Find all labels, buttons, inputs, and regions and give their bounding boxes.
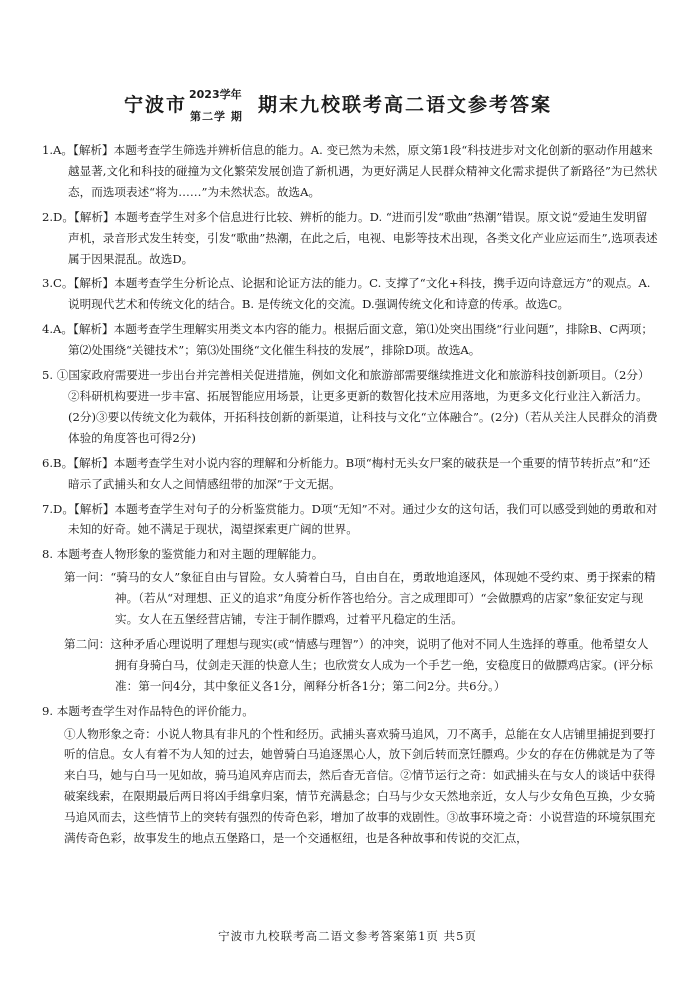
answer-list [42,140,658,849]
title-prefix: 宁波市 [124,94,188,116]
page-footer: 宁波市九校联考高二语文参考答案第1页 共5页 [218,929,477,943]
answer-4: 4.A。【解析】本题考查学生理解实用类文本内容的能力。根据后面文意，第⑴处突出围绕“行业问题”，排除B、C两项；第⑵处围绕“关键技术”；第⑶处围绕“文化催生科技的发展”，排除D项。故选A。 [42,322,653,358]
answer-2: 2.D。【解析】本题考查学生对多个信息进行比较、辨析的能力。D. “进而引发“歌曲”热潮”错误。原文说“爱迪生发明留声机，录音形式发生转变，引发“歌曲”热潮，在此之后，电视、电影等技术出现，各类文化产业应运而生”,选项表述属于因果混乱。故选D。 [42,209,658,266]
page-title [0,86,695,146]
answer-9-body: ①人物形象之奇：小说人物具有非凡的个性和经历。武捕头喜欢骑马追风，刀不离手，总能在女人店铺里捕捉到要打听的信息。女人有着不为人知的过去，她曾骑白马追逐黑心人，放下剑后转而烹饪膘鸡。少女的存在仿佛就是为了等来白马，她与白马一见如故，骑马追风弃店而去，然后杳无音信。②情节运行之奇：如武捕头在与女人的谈话中获得破案线索，在限期最后两日将凶手缉拿归案，情节充满悬念；白马与少女天然地亲近，女人与少女角色互换，少女骑马追风而去，这些情节上的突转有强烈的传奇色彩，增加了故事的戏剧性。③故事环境之奇：小说营造的环境氛围充满传奇色彩，故事发生的地点五堡路口，是一个交通枢纽，也是各种故事和传说的交汇点， [64,726,656,846]
answer-5: 5. ①国家政府需要进一步出台并完善相关促进措施，例如文化和旅游部需要继续推进文化和旅游科技创新项目。（2分）②科研机构要进一步丰富、拓展智能应用场景，让更多更新的数智化技术应用落地，为更多文化行业注入新活力。(2分)③要以传统文化为载体，开拓科技创新的新渠道，让科技与文化“立体融合”。(2分)（若从关注人民群众的消费体验的角度答也可得2分) [42,368,658,445]
answer-6: 6.B。【解析】本题考查学生对小说内容的理解和分析能力。B项“梅村无头女尸案的破获是一个重要的情节转折点”和“还暗示了武捕头和女人之间情感纽带的加深”于文无据。 [42,455,651,491]
answer-3: 3.C。【解析】本题考查学生分析论点、论据和论证方法的能力。C. 支撑了“文化+科技，携手迈向诗意远方”的观点。A. 说明现代艺术和传统文化的结合。B. 是传统文化的交流。D.强调传统文化和诗意的传承。故选C。 [42,276,651,312]
answer-1: 1.A。【解析】本题考查学生筛选并辨析信息的能力。A. 变已然为未然，原文第1段“科技进步对文化创新的驱动作用越来越显著,文化和科技的碰撞为文化繁荣发展创造了新机遇，为更好满足人民群众精神文化需求提供了新路径”为已然状态，而选项表述“将为……”为未然状态。故选A。 [42,143,658,199]
answer-8-first: 第一问：“骑马的女人”象征自由与冒险。女人骑着白马，自由自在，勇敢地追逐风，体现她不受约束、勇于探索的精神。（若从“对理想、正义的追求”角度分析作答也给分。言之成理即可）“会做膘鸡的店家”象征安定与现实。女人在五堡经营店铺，专注于制作膘鸡，过着平凡稳定的生活。 [64,570,656,627]
title-year: 2023学年 [189,88,242,101]
title-term: 第二学 期 [190,110,243,123]
answer-9-intro: 9. 本题考查学生对作品特色的评价能力。 [42,703,254,718]
answer-8-intro: 8. 本题考查人物形象的鉴赏能力和对主题的理解能力。 [42,547,324,562]
answer-8-second: 第二问：这种矛盾心理说明了理想与现实(或“情感与理智”）的冲突，说明了他对不同人生选择的尊重。他希望女人拥有身骑白马，仗剑走天涯的快意人生；也欣赏女人成为一个手艺一绝，安稳度日的做膘鸡店家。(评分标准：第一问4分，其中象征义各1分，阐释分析各1分；第二问2分。共6分。） [64,636,653,693]
title-suffix: 期末九校联考高二语文参考答案 [258,94,553,116]
answer-7: 7.D。【解析】本题考查学生对句子的分析鉴赏能力。D项“无知”不对。通过少女的这句话，我们可以感受到她的勇敢和对未知的好奇。她不满足于现状，渴望探索更广阔的世界。 [42,501,658,537]
